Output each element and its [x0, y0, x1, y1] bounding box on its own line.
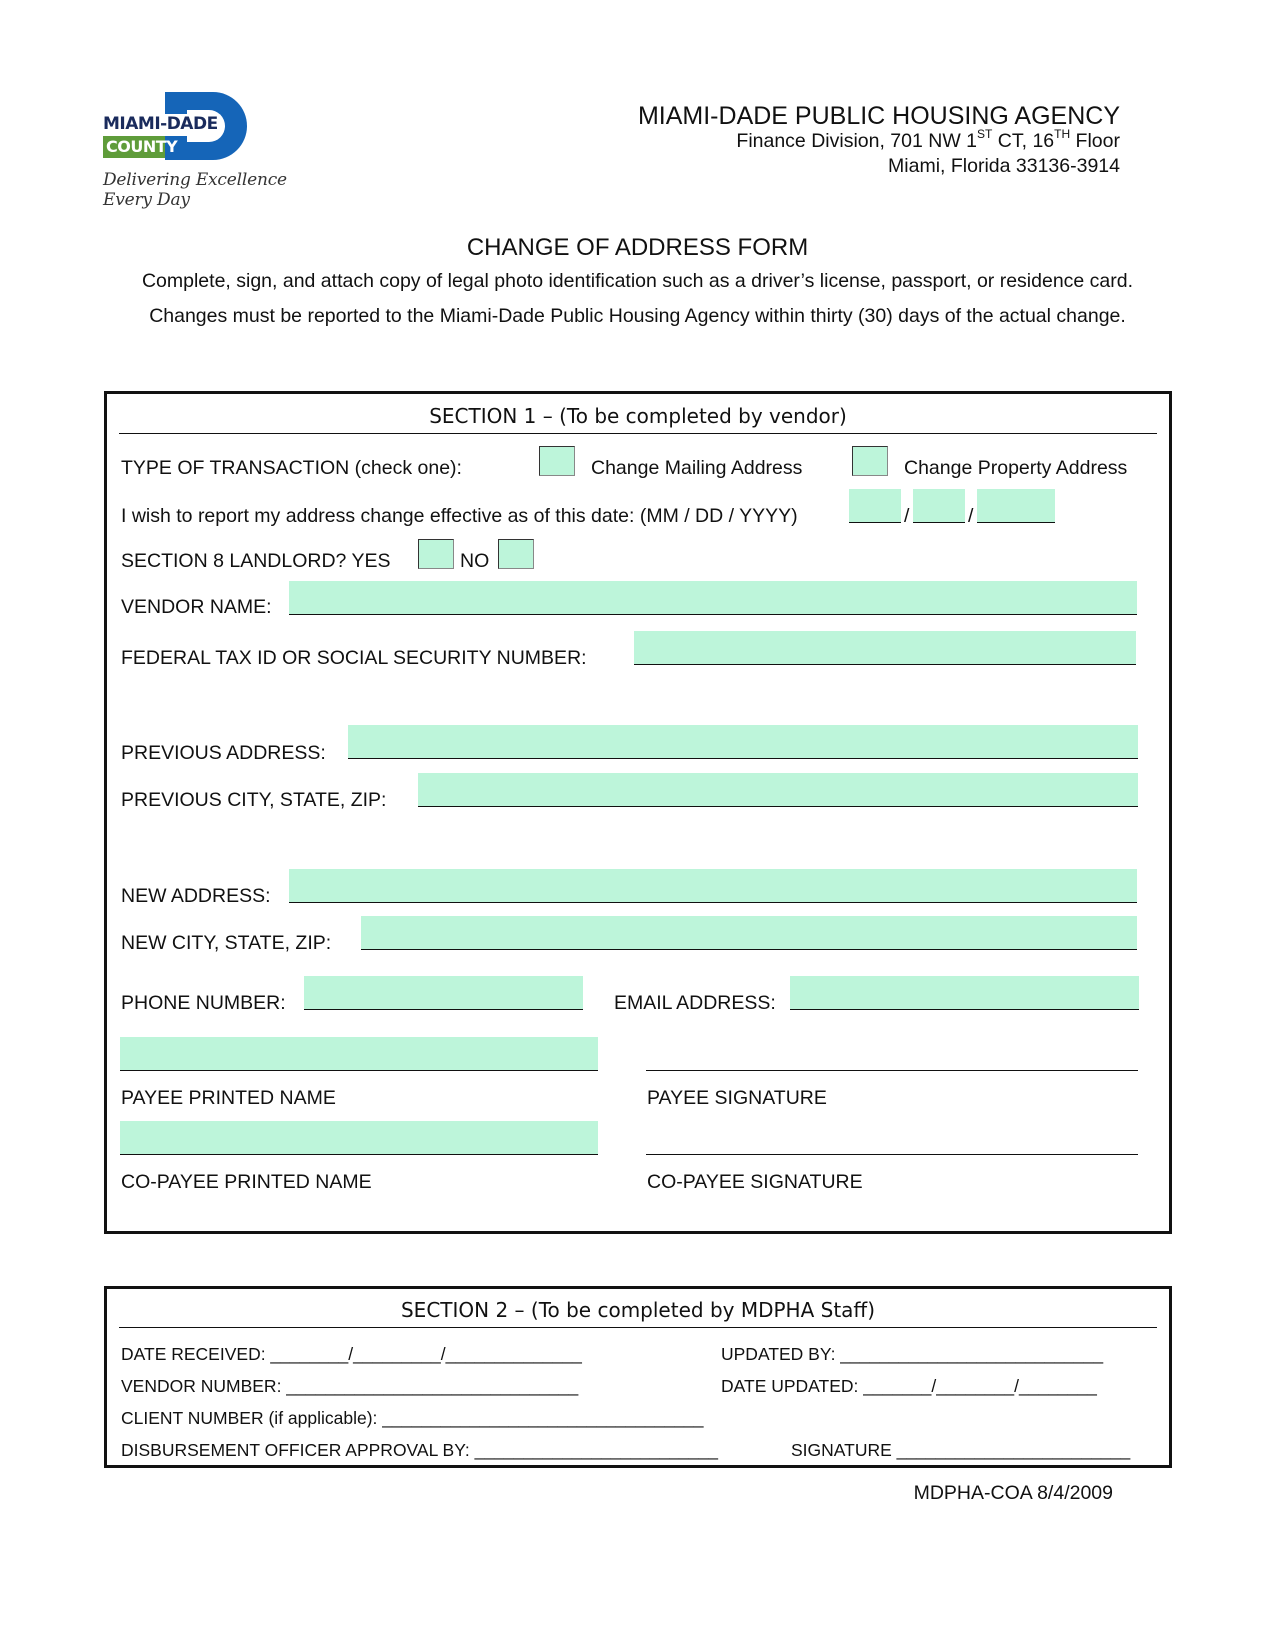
copayee-name-field[interactable] — [120, 1121, 598, 1155]
previous-address-field[interactable] — [348, 725, 1138, 759]
form-title: CHANGE OF ADDRESS FORM — [466, 234, 809, 261]
section-2-heading: SECTION 2 – (To be completed by MDPHA Staff) — [119, 1298, 1157, 1328]
landlord-no-label: NO — [460, 550, 490, 572]
section-1 — [104, 391, 1172, 1234]
logo-line1: MIAMI-DADE — [103, 114, 218, 134]
section-2 — [104, 1286, 1172, 1468]
copayee-signature-label: CO-PAYEE SIGNATURE — [647, 1171, 863, 1193]
address-superscript: ST — [977, 127, 993, 141]
agency-address-line1 — [736, 127, 1120, 153]
phone-number-field[interactable] — [304, 976, 583, 1010]
instruction-line-1: Complete, sign, and attach copy of legal photo identification such as a driver’s license, passport, or residence card. — [141, 270, 1134, 292]
effective-year-field[interactable] — [977, 489, 1055, 523]
effective-month-field[interactable] — [849, 489, 901, 523]
date-separator: / — [968, 505, 974, 527]
new-city-label: NEW CITY, STATE, ZIP: — [121, 932, 332, 954]
change-mailing-checkbox[interactable] — [539, 446, 575, 476]
transaction-type-label: TYPE OF TRANSACTION (check one): — [121, 457, 462, 479]
officer-approval-field[interactable]: DISBURSEMENT OFFICER APPROVAL BY: _________________________ — [121, 1440, 718, 1460]
address-part: CT, 16 — [992, 130, 1055, 152]
vendor-name-label: VENDOR NAME: — [121, 596, 272, 618]
change-mailing-label: Change Mailing Address — [591, 457, 803, 479]
date-updated-field[interactable]: DATE UPDATED: _______/________/________ — [721, 1376, 1097, 1396]
change-property-label: Change Property Address — [904, 457, 1128, 479]
logo-line2: COUNTY — [106, 137, 178, 156]
address-part: Floor — [1070, 130, 1120, 152]
phone-number-label: PHONE NUMBER: — [121, 992, 286, 1014]
previous-city-label: PREVIOUS CITY, STATE, ZIP: — [121, 789, 387, 811]
landlord-question-label: SECTION 8 LANDLORD? YES — [121, 550, 391, 572]
vendor-name-field[interactable] — [289, 581, 1137, 615]
payee-signature-label: PAYEE SIGNATURE — [647, 1087, 827, 1109]
officer-signature-field[interactable]: SIGNATURE ________________________ — [791, 1440, 1131, 1460]
logo-tagline: Delivering Excellence Every Day — [103, 170, 287, 210]
vendor-number-field[interactable]: VENDOR NUMBER: ______________________________ — [121, 1376, 579, 1396]
new-address-field[interactable] — [289, 869, 1137, 903]
address-part: Finance Division, 701 NW 1 — [736, 130, 978, 152]
effective-date-label: I wish to report my address change effective as of this date: (MM / DD / YYYY) — [121, 505, 798, 527]
tax-id-label: FEDERAL TAX ID OR SOCIAL SECURITY NUMBER: — [121, 647, 587, 669]
previous-city-field[interactable] — [418, 773, 1138, 807]
address-superscript: TH — [1054, 127, 1071, 141]
instruction-line-2: Changes must be reported to the Miami-Dade Public Housing Agency within thirty (30) days of the actual change. — [149, 305, 1126, 327]
date-received-field[interactable]: DATE RECEIVED: ________/_________/______________ — [121, 1344, 582, 1364]
new-city-field[interactable] — [361, 916, 1137, 950]
payee-name-label: PAYEE PRINTED NAME — [121, 1087, 336, 1109]
date-separator: / — [904, 505, 910, 527]
email-address-label: EMAIL ADDRESS: — [614, 992, 776, 1014]
client-number-field[interactable]: CLIENT NUMBER (if applicable): _________________________________ — [121, 1408, 704, 1428]
agency-address-line2: Miami, Florida 33136-3914 — [888, 155, 1120, 177]
updated-by-field[interactable]: UPDATED BY: ___________________________ — [721, 1344, 1104, 1364]
previous-address-label: PREVIOUS ADDRESS: — [121, 742, 326, 764]
landlord-no-checkbox[interactable] — [498, 539, 534, 569]
agency-name: MIAMI-DADE PUBLIC HOUSING AGENCY — [637, 102, 1120, 130]
county-logo — [103, 92, 313, 210]
section-1-heading: SECTION 1 – (To be completed by vendor) — [119, 404, 1157, 434]
payee-name-field[interactable] — [120, 1037, 598, 1071]
copayee-signature-line[interactable] — [646, 1142, 1138, 1155]
effective-day-field[interactable] — [913, 489, 965, 523]
change-property-checkbox[interactable] — [852, 446, 888, 476]
copayee-name-label: CO-PAYEE PRINTED NAME — [121, 1171, 372, 1193]
new-address-label: NEW ADDRESS: — [121, 885, 271, 907]
form-code: MDPHA-COA 8/4/2009 — [913, 1482, 1113, 1504]
tax-id-field[interactable] — [634, 631, 1136, 665]
payee-signature-line[interactable] — [646, 1058, 1138, 1071]
landlord-yes-checkbox[interactable] — [418, 539, 454, 569]
email-address-field[interactable] — [790, 976, 1139, 1010]
